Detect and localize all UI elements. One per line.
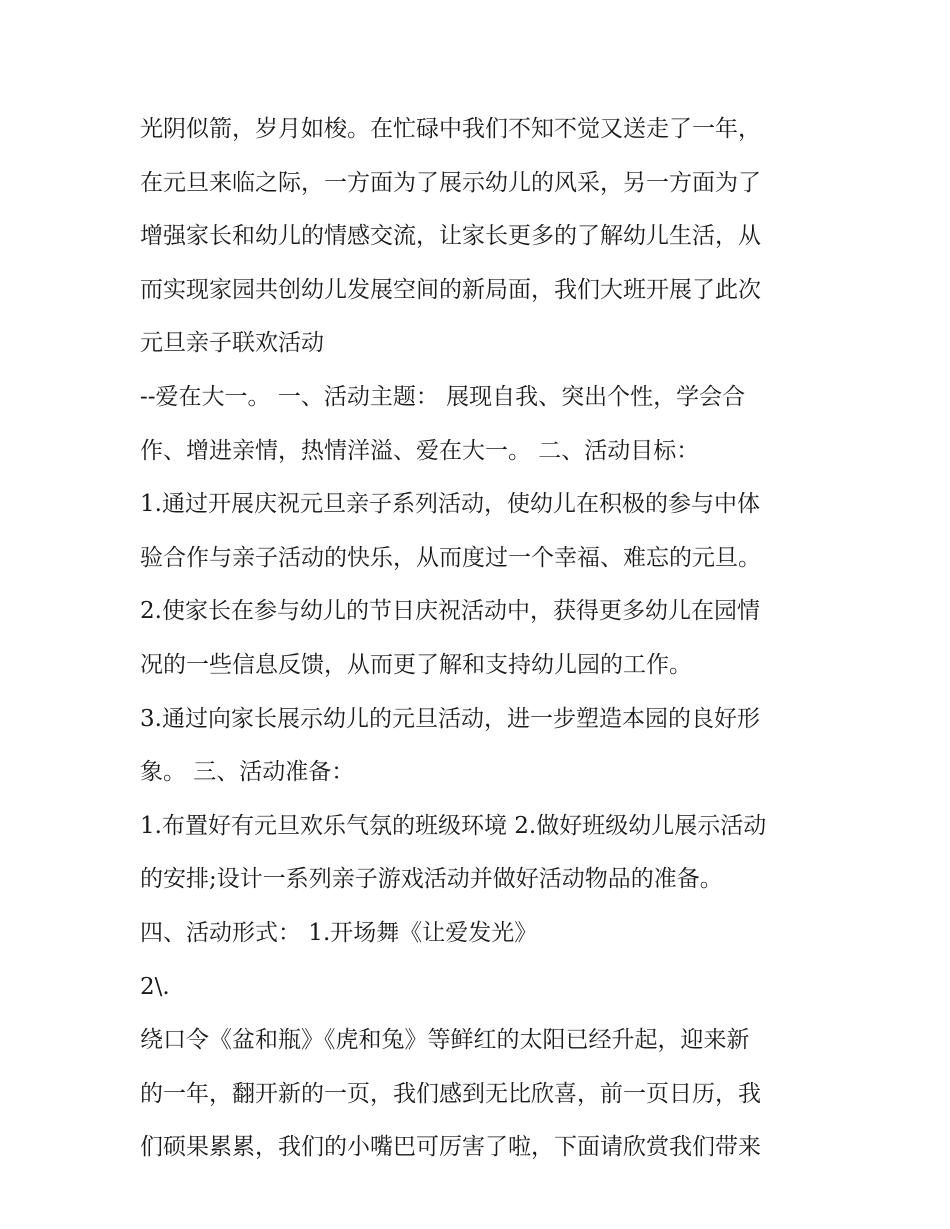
text-line: --爱在大一。 一、活动主题： 展现自我、突出个性，学会合 <box>140 383 746 410</box>
text-line: 3.通过向家长展示幼儿的元旦活动，进一步塑造本园的良好形 <box>140 705 760 732</box>
text-line: 2.使家长在参与幼儿的节日庆祝活动中，获得更多幼儿在园情 <box>140 598 760 625</box>
text-line: 绕口令《盆和瓶》《虎和兔》等鲜红的太阳已经升起，迎来新 <box>140 1027 750 1054</box>
text-line: 四、活动形式： 1.开场舞《让爱发光》 <box>140 919 538 946</box>
text-line: 光阴似箭，岁月如梭。在忙碌中我们不知不觉又送走了一年， <box>140 116 761 142</box>
text-line: 验合作与亲子活动的快乐，从而度过一个幸福、难忘的元旦。 <box>140 544 761 571</box>
text-line: 的一年，翻开新的一页，我们感到无比欣喜，前一页日历，我 <box>140 1080 761 1107</box>
text-line: 作、增进亲情，热情洋溢、爱在大一。 二、活动目标： <box>140 437 700 464</box>
text-line: 元旦亲子联欢活动 <box>140 330 324 357</box>
text-line: 们硕果累累，我们的小嘴巴可厉害了啦，下面请欣赏我们带来 <box>140 1134 761 1161</box>
document-body <box>140 103 830 1175</box>
text-line: 1.通过开展庆祝元旦亲子系列活动，使幼儿在积极的参与中体 <box>140 491 760 518</box>
text-line: 2\. <box>140 973 170 1000</box>
text-line: 的安排;设计一系列亲子游戏活动并做好活动物品的准备。 <box>140 866 723 893</box>
text-line: 在元旦来临之际，一方面为了展示幼儿的风采，另一方面为了 <box>140 169 761 196</box>
text-line: 而实现家园共创幼儿发展空间的新局面，我们大班开展了此次 <box>140 276 761 303</box>
text-line: 增强家长和幼儿的情感交流，让家长更多的了解幼儿生活，从 <box>140 223 761 250</box>
text-line: 1.布置好有元旦欢乐气氛的班级环境 2.做好班级幼儿展示活动 <box>140 812 767 839</box>
text-line: 象。 三、活动准备： <box>140 759 355 786</box>
text-line: 况的一些信息反馈，从而更了解和支持幼儿园的工作。 <box>140 651 692 678</box>
